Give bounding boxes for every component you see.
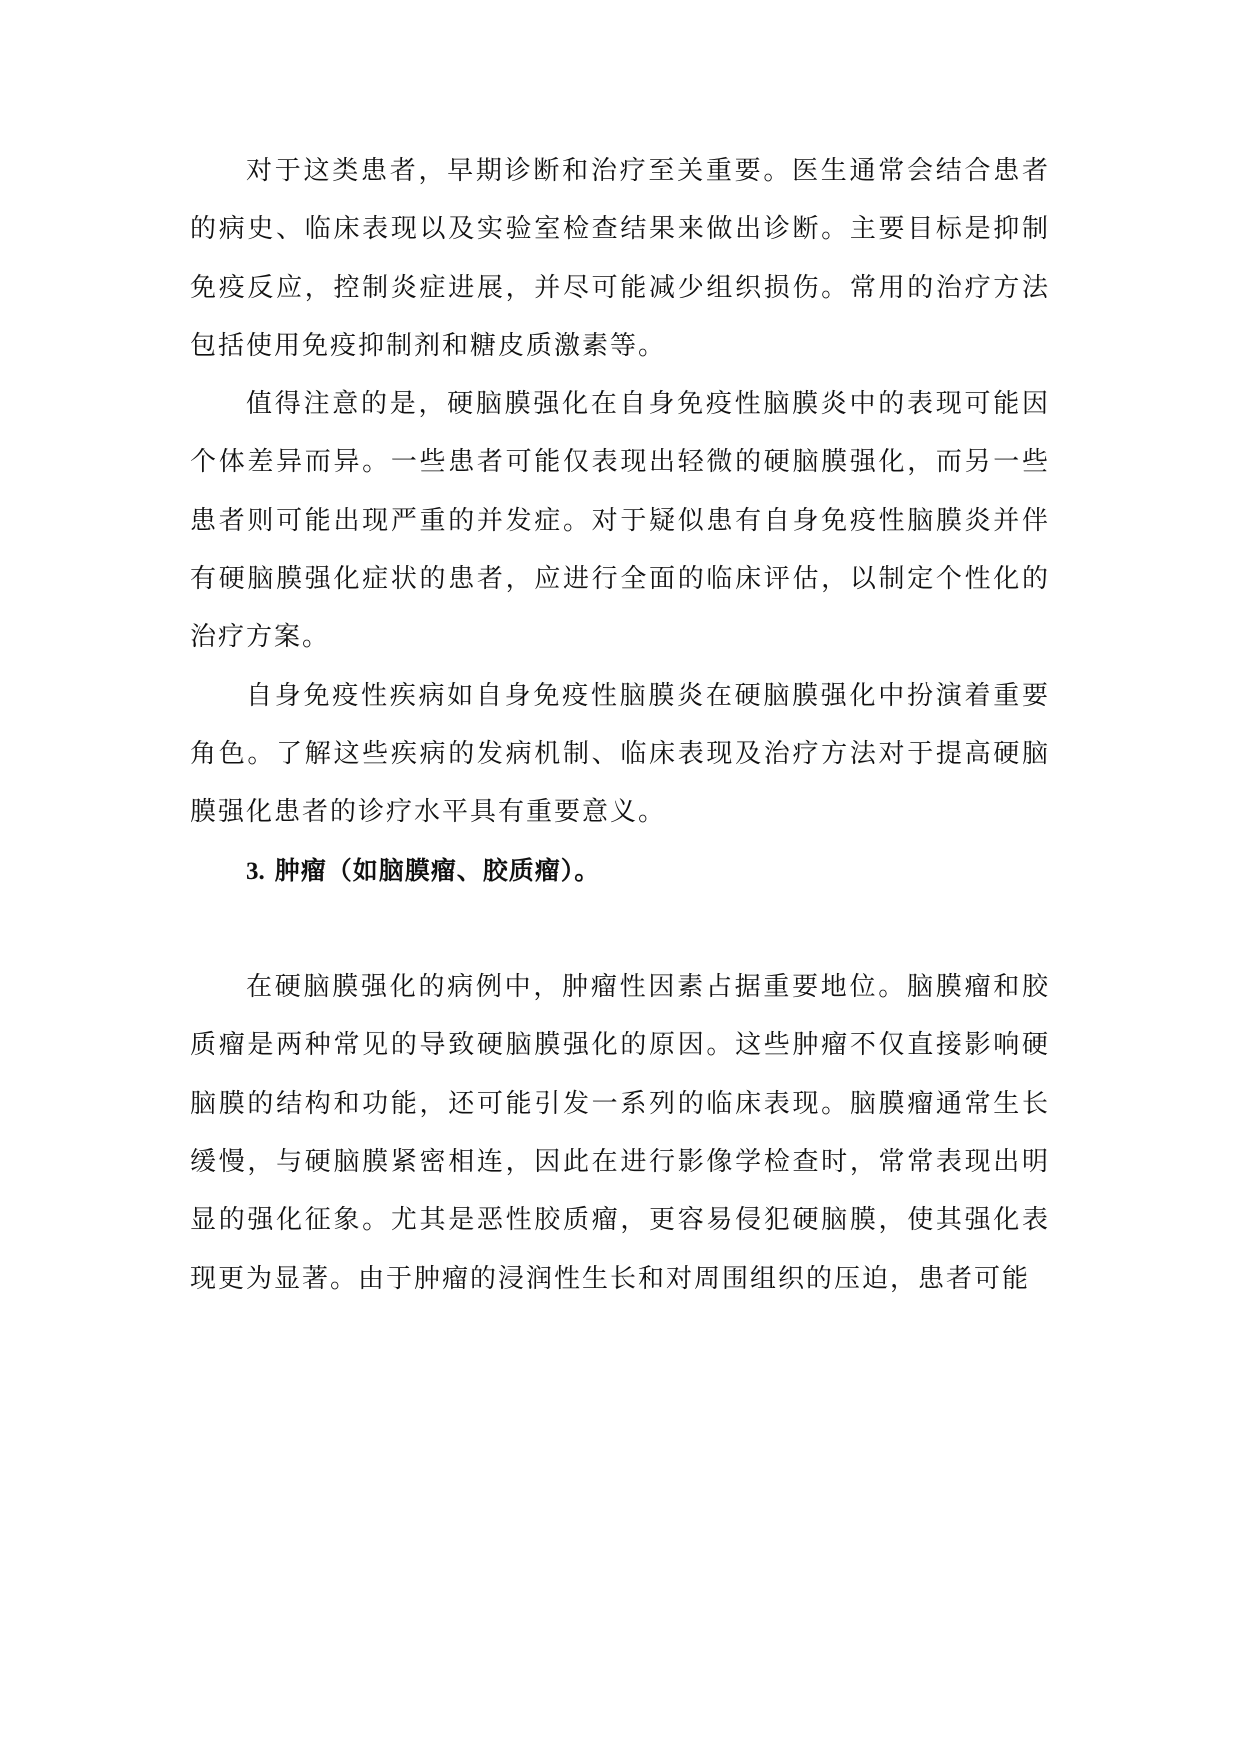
- section-heading: [190, 842, 1050, 959]
- section-number: 3.: [246, 857, 265, 885]
- paragraph-tumor-factors: 在硬脑膜强化的病例中，肿瘤性因素占据重要地位。脑膜瘤和胶质瘤是两种常见的导致硬脑膜强化的原因。这些肿瘤不仅直接影响硬脑膜的结构和功能，还可能引发一系列的临床表现。脑膜瘤通常生长缓慢，与硬脑膜紧密相连，因此在进行影像学检查时，常常表现出明显的强化征象。尤其是恶性胶质瘤，更容易侵犯硬脑膜，使其强化表现更为显著。由于肿瘤的浸润性生长和对周围组织的压迫，患者可能: [190, 972, 1050, 1294]
- document-body: [190, 142, 1050, 1308]
- paragraph-autoimmune-summary: 自身免疫性疾病如自身免疫性脑膜炎在硬脑膜强化中扮演着重要角色。了解这些疾病的发病机制、临床表现及治疗方法对于提高硬脑膜强化患者的诊疗水平具有重要意义。: [190, 680, 1050, 828]
- paragraph-early-diagnosis: 对于这类患者，早期诊断和治疗至关重要。医生通常会结合患者的病史、临床表现以及实验室检查结果来做出诊断。主要目标是抑制免疫反应，控制炎症进展，并尽可能减少组织损伤。常用的治疗方法包括使用免疫抑制剂和糖皮质激素等。: [190, 156, 1050, 361]
- paragraph-individual-differences: 值得注意的是，硬脑膜强化在自身免疫性脑膜炎中的表现可能因个体差异而异。一些患者可能仅表现出轻微的硬脑膜强化，而另一些患者则可能出现严重的并发症。对于疑似患有自身免疫性脑膜炎并伴有硬脑膜强化症状的患者，应进行全面的临床评估，以制定个性化的治疗方案。: [190, 389, 1050, 653]
- section-title: 肿瘤（如脑膜瘤、胶质瘤）。: [274, 855, 601, 885]
